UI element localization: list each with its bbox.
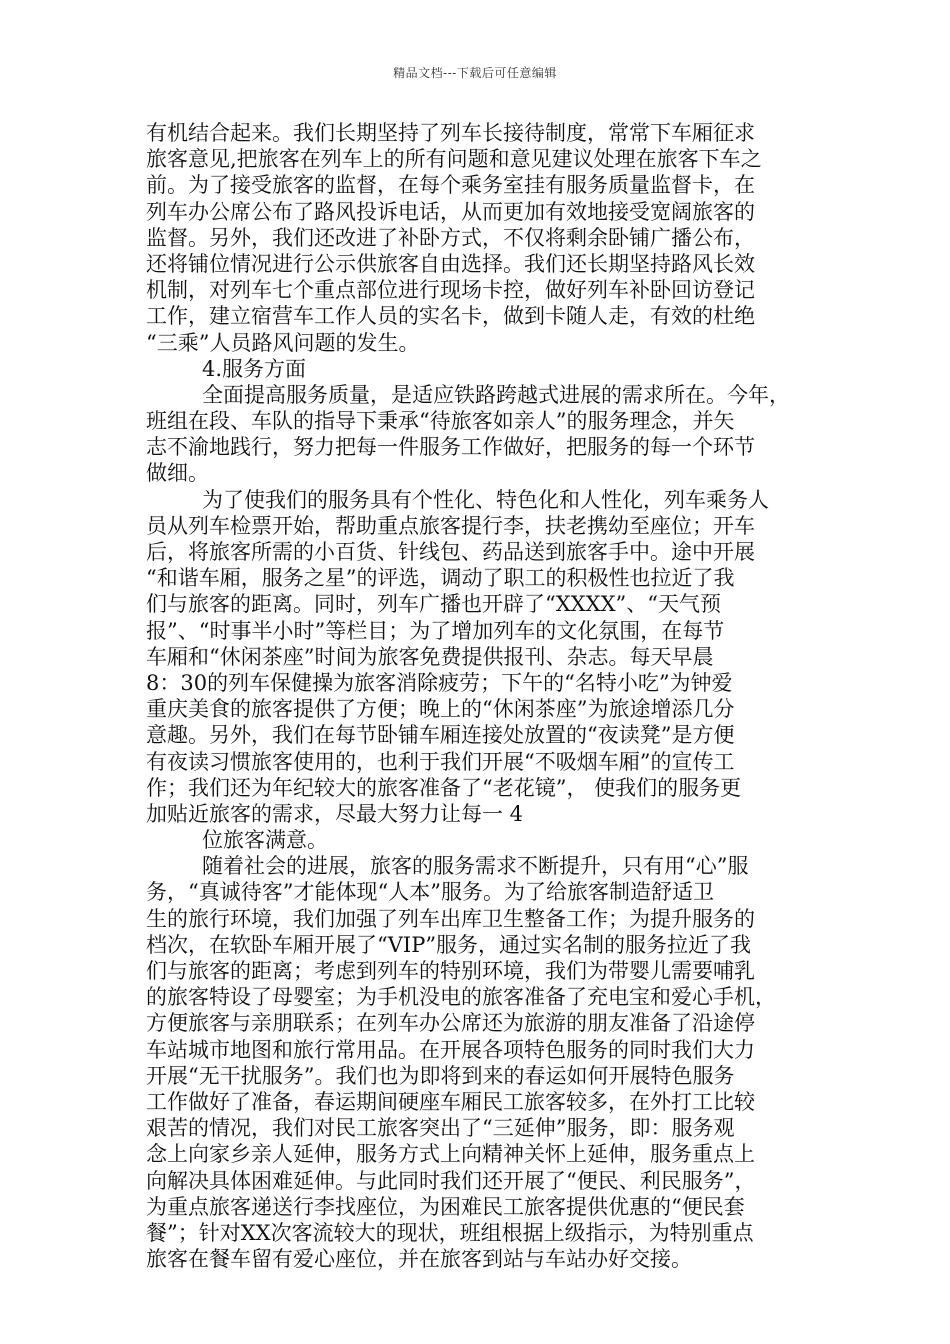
text-line: 报”、“时事半小时”等栏目；为了增加列车的文化氛围，在每节: [146, 618, 725, 643]
text-line: 8：30的列车保健操为旅客消除疲劳；下午的“名特小吃”为钟爱: [146, 670, 733, 695]
text-line: 开展“无干扰服务”。我们也为即将到来的春运如何开展特色服务: [146, 1063, 735, 1088]
text-line: 重庆美食的旅客提供了方便；晚上的“休闲茶座”为旅途增添几分: [146, 697, 735, 722]
text-line: 向解决具体困难延伸。与此同时我们还开展了“便民、利民服务”，: [146, 1168, 756, 1193]
text-line: “三乘”人员路风问题的发生。: [146, 330, 420, 355]
text-line: 全面提高服务质量，是适应铁路跨越式进展的需求所在。今年，: [202, 382, 790, 407]
page-header: 精品文档---下载后可任意编辑: [393, 66, 557, 80]
text-line: 为了使我们的服务具有个性化、特色化和人性化，列车乘务人: [202, 487, 769, 512]
text-line: 念上向家乡亲人延伸，服务方式上向精神关怀上延伸，服务重点上: [146, 1142, 755, 1167]
document-body: [146, 120, 810, 1272]
text-line: 志不渝地践行，努力把每一件服务工作做好，把服务的每一个环节: [146, 435, 755, 460]
text-line: 作；我们还为年纪较大的旅客准备了“老花镜”， 使我们的服务更: [146, 775, 742, 800]
text-line: 有机结合起来。我们长期坚持了列车长接待制度，常常下车厢征求: [146, 121, 755, 145]
text-line: 4.服务方面: [202, 356, 307, 381]
text-line: 旅客意见,把旅客在列车上的所有问题和意见建议处理在旅客下车之: [146, 147, 762, 172]
text-line: 生的旅行环境，我们加强了列车出库卫生整备工作；为提升服务的: [146, 906, 755, 931]
text-line: 加贴近旅客的需求，尽最大努力让每一 4: [146, 801, 524, 826]
text-line: 方便旅客与亲朋联系；在列车办公席还为旅游的朋友准备了沿途停: [146, 1011, 755, 1036]
text-line: 的旅客特设了母婴室；为手机没电的旅客准备了充电宝和爱心手机，: [146, 985, 776, 1010]
text-line: 们与旅客的距离。同时，列车广播也开辟了“XXXX”、“天气预: [146, 592, 722, 617]
text-line: 随着社会的进展，旅客的服务需求不断提升，只有用“心”服: [202, 854, 749, 879]
text-line: 还将铺位情况进行公示供旅客自由选择。我们还长期坚持路风长效: [146, 251, 755, 276]
text-line: “和谐车厢，服务之星”的评选，调动了职工的积极性也拉近了我: [146, 566, 735, 591]
text-line: 档次，在软卧车厢开展了“VIP”服务，通过实名制的服务拉近了我: [146, 932, 752, 957]
text-line: 有夜读习惯旅客使用的，也利于我们开展“不吸烟车厢”的宣传工: [146, 749, 735, 774]
text-line: 旅客在餐车留有爱心座位，并在旅客到站与车站办好交接。: [146, 1247, 692, 1272]
text-line: 工作，建立宿营车工作人员的实名卡，做到卡随人走，有效的杜绝: [146, 304, 755, 329]
text-line: 机制，对列车七个重点部位进行现场卡控，做好列车补卧回访登记: [146, 278, 755, 303]
text-line: 们与旅客的距离；考虑到列车的特别环境，我们为带婴儿需要哺乳: [146, 959, 755, 983]
text-line: 意趣。另外，我们在每节卧铺车厢连接处放置的“夜读凳”是方便: [146, 723, 735, 748]
text-line: 监督。另外，我们还改进了补卧方式，不仅将剩余卧铺广播公布，: [146, 225, 755, 250]
text-line: 车站城市地图和旅行常用品。在开展各项特色服务的同时我们大力: [146, 1037, 755, 1062]
text-line: 工作做好了准备，春运期间硬座车厢民工旅客较多，在外打工比较: [146, 1089, 755, 1114]
text-line: 列车办公席公布了路风投诉电话，从而更加有效地接受宽阔旅客的: [146, 199, 755, 224]
text-line: 后，将旅客所需的小百货、针线包、药品送到旅客手中。途中开展: [146, 540, 755, 564]
text-line: 班组在段、车队的指导下秉承“待旅客如亲人”的服务理念，并矢: [146, 409, 735, 434]
text-line: 员从列车检票开始，帮助重点旅客提行李，扶老携幼至座位；开车: [146, 513, 755, 538]
text-line: 做细。: [146, 461, 209, 486]
text-line: 餐”；针对XX次客流较大的现状，班组根据上级指示，为特别重点: [146, 1220, 754, 1245]
text-line: 务，“真诚待客”才能体现“人本”服务。为了给旅客制造舒适卫: [146, 880, 714, 905]
text-line: 车厢和“休闲茶座”时间为旅客免费提供报刊、杂志。每天早晨: [146, 644, 714, 669]
text-line: 艰苦的情况，我们对民工旅客突出了“三延伸”服务，即：服务观: [146, 1116, 735, 1141]
text-line: 位旅客满意。: [202, 828, 328, 853]
text-line: 前。为了接受旅客的监督，在每个乘务室挂有服务质量监督卡，在: [146, 173, 755, 198]
text-line: 为重点旅客递送行李找座位，为困难民工旅客提供优惠的“便民套: [146, 1194, 745, 1219]
